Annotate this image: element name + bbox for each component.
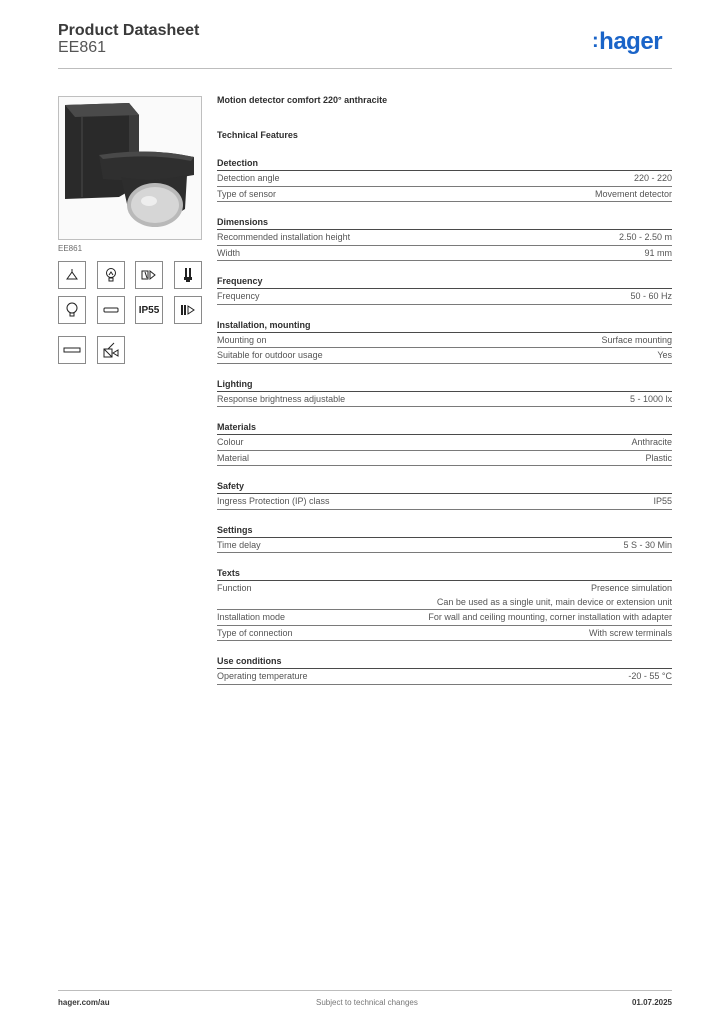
spec-row [217,187,672,203]
spec-row [217,246,672,262]
spec-value: 50 - 60 Hz [630,291,672,301]
footer-date: 01.07.2025 [631,998,672,1007]
spec-row [217,435,672,451]
section-title: Texts [217,567,672,581]
spec-value: 91 mm [644,247,672,258]
spec-value-line: Presence simulation [590,583,672,593]
spec-label: Function [217,583,252,593]
spec-row [217,230,672,246]
spec-value: Yes [657,350,672,360]
spec-label: Width [217,247,241,258]
spec-label: Colour [217,437,244,447]
spec-row [217,289,672,305]
ip55-rating-icon: IP55 [135,296,163,324]
spec-row [217,581,672,610]
spec-row [217,538,672,554]
product-code: EE861 [58,39,107,56]
spec-row [217,494,672,510]
spec-value: With screw terminals [588,627,672,638]
spec-value: 5 - 1000 lx [629,393,672,404]
spec-label: Installation mode [217,612,286,622]
section-frequency [217,275,672,305]
footer-divider [58,990,672,991]
spec-row [217,669,672,685]
section-title: Materials [217,421,672,435]
spec-row [217,333,672,349]
section-title: Frequency [217,275,672,289]
section-title: Installation, mounting [217,319,672,333]
led-driver-icon [174,296,202,324]
spec-value [437,582,672,609]
spec-row [217,451,672,467]
section-dimensions [217,216,672,261]
spec-label: Time delay [217,539,261,550]
product-name: Motion detector comfort 220° anthracite [217,95,388,105]
technical-features-panel [217,95,672,685]
spec-label: Ingress Protection (IP) class [217,496,330,506]
section-title: Use conditions [217,655,672,669]
spec-row [217,610,672,626]
technical-features-title: Technical Features [217,130,298,140]
incandescent-bulb-icon [58,296,86,324]
product-image [58,96,202,240]
footer-notice: Subject to technical changes [316,998,418,1007]
spec-value: 220 - 220 [633,173,672,183]
ceiling-lamp-icon [58,261,86,289]
section-settings [217,524,672,554]
section-title: Settings [217,524,672,538]
section-materials [217,421,672,466]
linear-fluorescent-icon [58,336,86,364]
image-caption: EE861 [58,244,83,253]
section-use-conditions [217,655,672,685]
spec-label: Mounting on [217,334,267,345]
spec-label: Recommended installation height [217,232,351,242]
spec-label: Type of sensor [217,188,277,199]
spec-label: Type of connection [217,627,293,638]
spec-row [217,626,672,642]
footer-website: hager.com/au [58,998,110,1007]
document-title: Product Datasheet [58,22,200,39]
spec-value-line: Can be used as a single unit, main device or extension unit [436,596,672,607]
motor-load-icon [97,336,125,364]
spec-value: 5 S - 30 Min [623,539,672,550]
section-detection [217,157,672,202]
hager-logo: :hager [592,28,663,55]
fluorescent-tube-icon [97,296,125,324]
section-safety [217,480,672,510]
spec-value: -20 - 55 °C [628,671,672,681]
spec-value: For wall and ceiling mounting, corner installation with adapter [428,612,672,622]
section-texts [217,567,672,641]
section-installation-mounting [217,319,672,364]
section-lighting [217,378,672,408]
spec-label: Material [217,452,250,463]
spec-value: 2.50 - 2.50 m [618,232,672,242]
spec-row [217,171,672,187]
motion-detector-illustration [59,97,201,239]
spec-row [217,392,672,408]
spec-label: Detection angle [217,173,280,183]
spec-value: Surface mounting [601,334,672,345]
section-title: Detection [217,157,672,171]
spec-value: IP55 [653,496,672,506]
spec-label: Suitable for outdoor usage [217,350,323,360]
transformer-lamp-icon [135,261,163,289]
section-title: Lighting [217,378,672,392]
energy-saving-lamp-icon [174,261,202,289]
spec-row [217,348,672,364]
section-title: Safety [217,480,672,494]
spec-label: Frequency [217,291,260,301]
spec-value: Anthracite [631,437,672,447]
spec-label: Operating temperature [217,671,308,681]
section-title: Dimensions [217,216,672,230]
spec-value: Movement detector [594,188,672,199]
header-divider [58,68,672,69]
spec-value: Plastic [645,452,672,463]
halogen-bulb-icon [97,261,125,289]
spec-label: Response brightness adjustable [217,393,346,404]
